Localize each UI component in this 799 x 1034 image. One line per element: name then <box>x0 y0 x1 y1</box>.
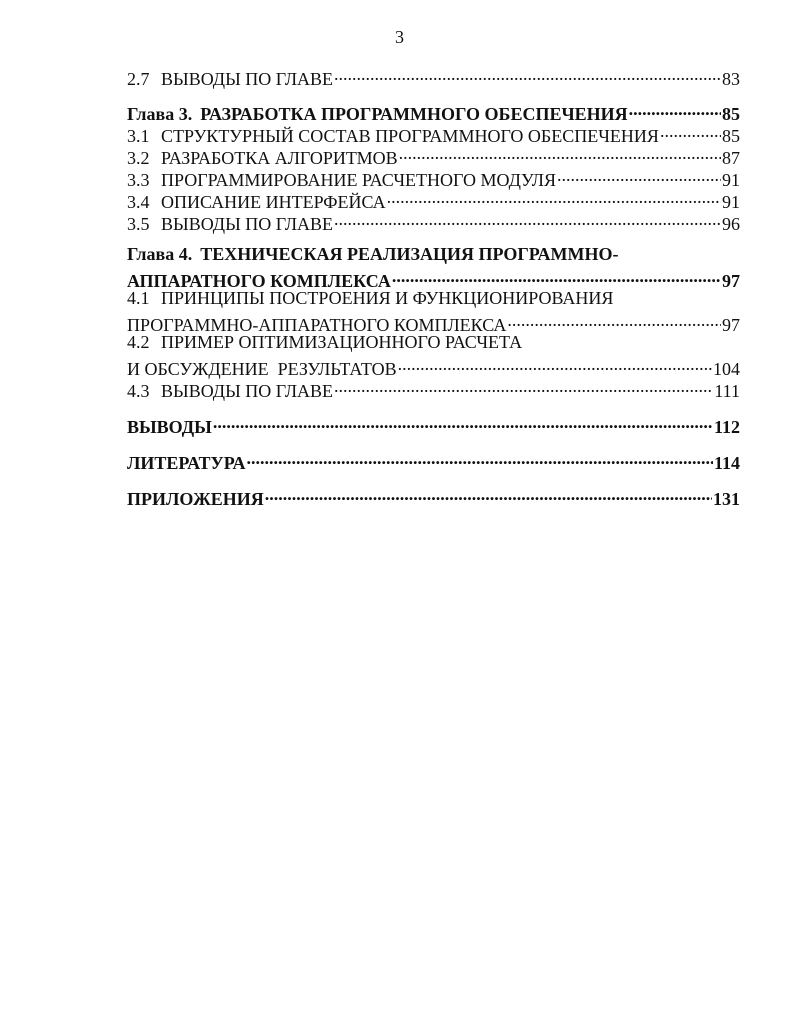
toc-entry-conclusions <box>127 411 740 437</box>
toc-entry-title: ВЫВОДЫ ПО ГЛАВЕ <box>161 69 334 89</box>
toc-entry-title: РАЗРАБОТКА АЛГОРИТМОВ <box>161 148 398 168</box>
toc-entry-number: 4.3 <box>127 381 150 401</box>
toc-entry-page: 83 <box>722 69 740 89</box>
toc-entry-page: 104 <box>713 359 740 379</box>
toc-entry-4-1-line1 <box>127 287 740 309</box>
toc-entry-title: ПРИНЦИПЫ ПОСТРОЕНИЯ И ФУНКЦИОНИРОВАНИЯ <box>161 288 614 308</box>
toc-entry-chapter-3 <box>127 98 740 124</box>
toc-leader-dots <box>334 208 721 230</box>
toc-entry-page: 91 <box>722 192 740 212</box>
toc-entry-page: 85 <box>722 126 740 146</box>
toc-entry-number: 3.5 <box>127 214 150 234</box>
toc-entry-number: 2.7 <box>127 69 150 89</box>
toc-entry-page: 85 <box>722 104 740 124</box>
toc-entry-title: СТРУКТУРНЫЙ СОСТАВ ПРОГРАММНОГО ОБЕСПЕЧЕНИЯ <box>161 126 659 146</box>
toc-leader-dots <box>265 483 712 505</box>
toc-leader-dots <box>557 164 721 186</box>
page-number: 3 <box>395 27 404 47</box>
toc-entry-page: 114 <box>713 453 740 473</box>
toc-leader-dots <box>392 265 721 287</box>
toc-entry-page: 111 <box>714 381 740 401</box>
toc-entry-appendices <box>127 483 740 509</box>
toc-leader-dots <box>399 142 721 164</box>
toc-entry-2-7 <box>127 63 740 89</box>
toc-entry-title-continued: ПРОГРАММНО-АППАРАТНОГО КОМПЛЕКСА <box>127 315 507 335</box>
toc-entry-title: ПРИЛОЖЕНИЯ <box>127 489 264 509</box>
toc-entry-page: 87 <box>722 148 740 168</box>
toc-entry-title: ЛИТЕРАТУРА <box>127 453 246 473</box>
toc-leader-dots <box>398 353 712 375</box>
toc-entry-4-2-line1 <box>127 331 740 353</box>
toc-entry-title: ОПИСАНИЕ ИНТЕРФЕЙСА <box>161 192 386 212</box>
toc-entry-title-continued: АППАРАТНОГО КОМПЛЕКСА <box>127 271 391 291</box>
toc-entry-title: ВЫВОДЫ ПО ГЛАВЕ <box>161 381 334 401</box>
toc-entry-literature <box>127 447 740 473</box>
toc-entry-number: 3.4 <box>127 192 150 212</box>
toc-entry-page: 96 <box>722 214 740 234</box>
toc-entry-page: 91 <box>722 170 740 190</box>
toc-leader-dots <box>507 309 721 331</box>
toc-entry-chapter-4-line2 <box>127 265 740 291</box>
toc-leader-dots <box>334 63 721 85</box>
toc-entry-page: 112 <box>713 417 740 437</box>
toc-entry-4-1-line2 <box>127 309 740 335</box>
toc-entry-number: 3.3 <box>127 170 150 190</box>
toc-entry-title: ВЫВОДЫ <box>127 417 212 437</box>
toc-leader-dots <box>387 186 721 208</box>
toc-entry-number: 3.2 <box>127 148 150 168</box>
toc-entry-number: 4.2 <box>127 332 150 352</box>
toc-entry-title: ТЕХНИЧЕСКАЯ РЕАЛИЗАЦИЯ ПРОГРАММНО- <box>200 244 619 264</box>
toc-entry-number: 4.1 <box>127 288 150 308</box>
toc-entry-chapter-4-line1 <box>127 243 740 265</box>
toc-entry-4-2-line2 <box>127 353 740 379</box>
toc-entry-title-continued: И ОБСУЖДЕНИЕ РЕЗУЛЬТАТОВ <box>127 359 397 379</box>
toc-leader-dots <box>246 447 713 469</box>
toc-entry-page: 97 <box>722 271 740 291</box>
toc-entry-page: 97 <box>722 315 740 335</box>
toc-entry-title: ПРИМЕР ОПТИМИЗАЦИОННОГО РАСЧЕТА <box>161 332 523 352</box>
toc-leader-dots <box>629 98 721 120</box>
table-of-contents <box>127 63 740 509</box>
toc-entry-title: ПРОГРАММИРОВАНИЕ РАСЧЕТНОГО МОДУЛЯ <box>161 170 556 190</box>
toc-leader-dots <box>334 375 713 397</box>
toc-entry-number: Глава 4. <box>127 244 193 264</box>
toc-entry-number: Глава 3. <box>127 104 193 124</box>
toc-entry-title: РАЗРАБОТКА ПРОГРАММНОГО ОБЕСПЕЧЕНИЯ <box>200 104 628 124</box>
toc-leader-dots <box>660 120 721 142</box>
toc-entry-title: ВЫВОДЫ ПО ГЛАВЕ <box>161 214 334 234</box>
toc-entry-page: 131 <box>713 489 740 509</box>
toc-leader-dots <box>213 411 713 433</box>
toc-entry-number: 3.1 <box>127 126 150 146</box>
